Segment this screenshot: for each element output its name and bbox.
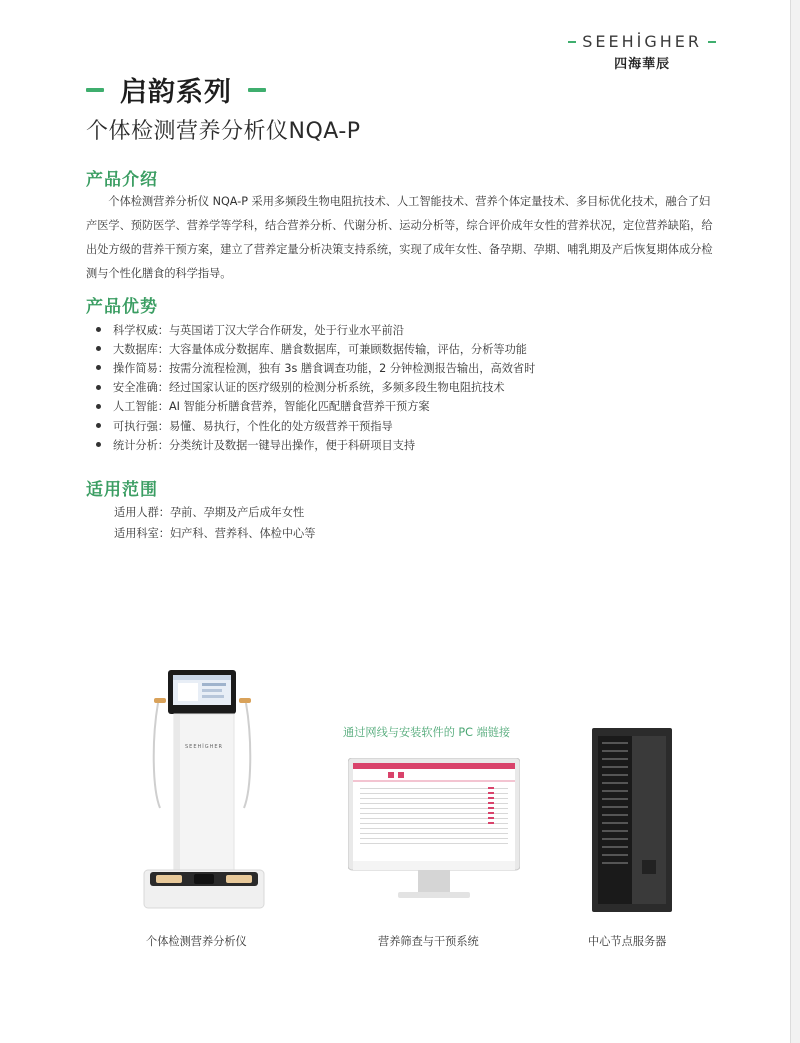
bullet-icon [96,442,101,447]
brand-en-text: SEEHİGHER [582,32,702,51]
list-item-text: 安全准确：经过国家认证的医疗级别的检测分析系统，多频多段生物电阻抗技术 [113,381,505,395]
brand-dash-left [568,41,576,43]
analyzer-device-image [140,668,270,913]
list-item-text: 操作简易：按需分流程检测，独有 3s 膳食调查功能，2 分钟检测报告输出，高效省时 [113,361,536,375]
list-item-text: 统计分析：分类统计及数据一键导出操作，便于科研项目支持 [113,438,416,452]
scope-population: 适用人群：孕前、孕期及产后成年女性 [114,506,305,519]
series-dash-right [248,88,266,92]
bullet-icon [96,423,101,428]
system-monitor-image [348,758,520,910]
bullet-icon [96,346,101,351]
list-item [96,435,535,454]
scope-heading: 适用范围 [86,480,158,500]
link-caption: 通过网线与安装软件的 PC 端链接 [343,726,511,739]
page-edge [790,0,800,1043]
bullet-icon [96,385,101,390]
series-title: 启韵系列 [120,77,232,108]
list-item [96,378,535,397]
intro-text: 个体检测营养分析仪 NQA-P 采用多频段生物电阻抗技术、人工智能技术、营养个体定量技术、多目标优化技术，融合了妇产医学、预防医学、营养学等学科，结合营养分析、代谢分析、运动分析等，综合评价成年女性的营养状况，定位营养缺陷，给出处方级的营养干预方案，建立了营养定量分析决策支持系统，实现了成年女性、备孕期、孕期、哺乳期及产后恢复期体成分检测与个性化膳食的科学指导。 [86,195,713,280]
list-item-text: 可执行强：易懂、易执行，个性化的处方级营养干预指导 [113,419,393,433]
list-item [96,397,535,416]
brand-cn: 四海華辰 [614,57,671,72]
bullet-icon [96,404,101,409]
bullet-icon [96,327,101,332]
list-item [96,416,535,435]
list-item [96,339,535,358]
server-rack-image [590,728,675,914]
scope-block [114,502,315,544]
brand-logo [568,32,716,72]
system-caption: 营养筛查与干预系统 [378,935,479,948]
brand-en [568,32,716,51]
product-title: 个体检测营养分析仪NQA-P [86,119,361,144]
list-item-text: 科学权威：与英国诺丁汉大学合作研发，处于行业水平前沿 [113,323,404,337]
page-edge-line [790,0,791,1043]
device-caption: 个体检测营养分析仪 [146,935,247,948]
intro-heading: 产品介绍 [86,170,158,190]
device-logo-text: SEEHİGHER [185,744,223,750]
list-item-text: 大数据库：大容量体成分数据库、膳食数据库，可兼顾数据传输，评估，分析等功能 [113,342,527,356]
advantages-heading: 产品优势 [86,297,158,317]
list-item [96,358,535,377]
server-caption: 中心节点服务器 [588,935,667,948]
bullet-icon [96,365,101,370]
series-header [86,70,266,109]
list-item [96,320,535,339]
brand-dash-right [708,41,716,43]
series-dash-left [86,88,104,92]
advantages-list [96,320,535,454]
list-item-text: 人工智能：AI 智能分析膳食营养，智能化匹配膳食营养干预方案 [113,400,430,414]
scope-departments: 适用科室：妇产科、营养科、体检中心等 [114,527,316,540]
